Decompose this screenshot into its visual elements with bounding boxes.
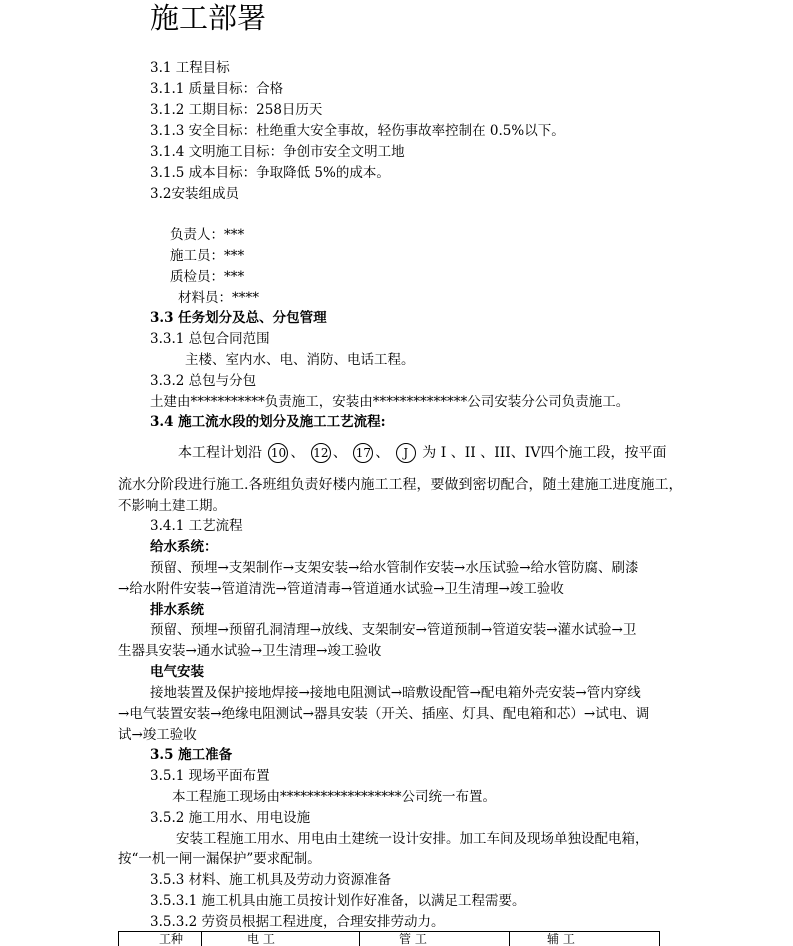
section-3-5-2: 3.5.2 施工用水、用电设施	[150, 810, 311, 826]
member-materials: 材料员：****	[178, 290, 259, 306]
section-3-5-2-body1: 安装工程施工用水、用电由土建统一设计安排。加工车间及现场单独设配电箱，	[176, 831, 649, 847]
electrical-heading: 电气安装	[150, 664, 204, 680]
separator: 、	[332, 445, 347, 461]
water-supply-line1: 预留、预埋→支架制作→支架安装→给水管制作安装→水压试验→给水管防腐、刷漆	[150, 560, 639, 576]
electrical-line2: →电气装置安装→绝缘电阻测试→器具安装（开关、插座、灯具、配电箱和芯）→试电、调	[118, 706, 650, 722]
section-3-5-3: 3.5.3 材料、施工机具及劳动力资源准备	[150, 872, 392, 888]
member-constructor: 施工员：***	[170, 248, 245, 264]
section-3-5-1-body: 本工程施工现场由******************公司统一布置。	[172, 789, 496, 805]
section-3-2: 3.2安装组成员	[150, 186, 239, 202]
section-3-3-1-body: 主楼、室内水、电、消防、电话工程。	[185, 352, 415, 368]
water-supply-heading: 给水系统：	[150, 539, 218, 555]
labor-table	[118, 931, 660, 946]
page-title: 施工部署	[150, 1, 267, 35]
table-divider	[359, 932, 360, 946]
member-inspector: 质检员：***	[170, 269, 245, 285]
section-3-1: 3.1 工程目标	[150, 60, 230, 76]
section-3-3-2: 3.3.2 总包与分包	[150, 373, 257, 389]
drainage-line2: 生器具安装→通水试验→卫生清理→竣工验收	[118, 643, 382, 659]
section-3-5-2-body2: 按“一机一闸一漏保护”要求配制。	[118, 851, 321, 867]
axis-marker: 10	[268, 443, 288, 463]
axis-marker: J	[396, 443, 416, 463]
axis-marker: 12	[311, 443, 331, 463]
water-supply-line2: →给水附件安装→管道清洗→管道清毒→管道通水试验→卫生清理→竣工验收	[118, 581, 564, 597]
table-header-trade: 工种	[159, 932, 184, 946]
section-3-1-5: 3.1.5 成本目标：争取降低 5%的成本。	[150, 165, 390, 181]
table-header-helper: 辅 工	[547, 932, 575, 946]
electrical-line1: 接地装置及保护接地焊接→接地电阻测试→暗敷设配管→配电箱外壳安装→管内穿线	[150, 685, 641, 701]
drainage-heading: 排水系统	[150, 602, 204, 618]
table-divider	[201, 932, 202, 946]
section-3-1-1: 3.1.1 质量目标：合格	[150, 81, 284, 97]
section-3-3-1: 3.3.1 总包合同范围	[150, 331, 270, 347]
section-3-5-3-1: 3.5.3.1 施工机具由施工员按计划作好准备，以满足工程需要。	[150, 893, 526, 909]
table-divider	[509, 932, 510, 946]
section-3-5-1: 3.5.1 现场平面布置	[150, 768, 270, 784]
section-3-5: 3.5 施工准备	[150, 747, 233, 763]
separator: 、	[290, 445, 305, 461]
electrical-line3: 试→竣工验收	[118, 727, 197, 743]
table-header-plumber: 管 工	[399, 932, 427, 946]
section-3-4-para-line2: 流水分阶段进行施工.各班组负责好楼内施工工程，要做到密切配合，随土建施工进度施工，	[118, 477, 683, 493]
section-3-5-3-2: 3.5.3.2 劳资员根据工程进度，合理安排劳动力。	[150, 914, 445, 930]
section-3-4-para-line1	[178, 443, 666, 463]
para-prefix: 本工程计划沿	[178, 445, 262, 461]
axis-marker: 17	[353, 443, 373, 463]
table-header-electrician: 电 工	[247, 932, 275, 946]
member-leader: 负责人：***	[170, 227, 245, 243]
para-suffix: 为 I 、II 、III、IV四个施工段，按平面	[422, 445, 667, 461]
section-3-3: 3.3 任务划分及总、分包管理	[150, 310, 327, 326]
separator: 、	[375, 445, 390, 461]
section-3-3-2-body: 土建由***********负责施工，安装由**************公司安装分公司负责施工。	[150, 394, 630, 410]
section-3-1-2: 3.1.2 工期目标：258日历天	[150, 102, 323, 118]
section-3-4-1: 3.4.1 工艺流程	[150, 518, 243, 534]
drainage-line1: 预留、预埋→预留孔洞清理→放线、支架制安→管道预制→管道安装→灌水试验→卫	[150, 622, 637, 638]
section-3-4-para-line3: 不影响土建工期。	[118, 498, 226, 514]
section-3-1-4: 3.1.4 文明施工目标：争创市安全文明工地	[150, 144, 405, 160]
section-3-4: 3.4 施工流水段的划分及施工工艺流程:	[150, 414, 386, 430]
section-3-1-3: 3.1.3 安全目标：杜绝重大安全事故，轻伤事故率控制在 0.5%以下。	[150, 123, 565, 139]
